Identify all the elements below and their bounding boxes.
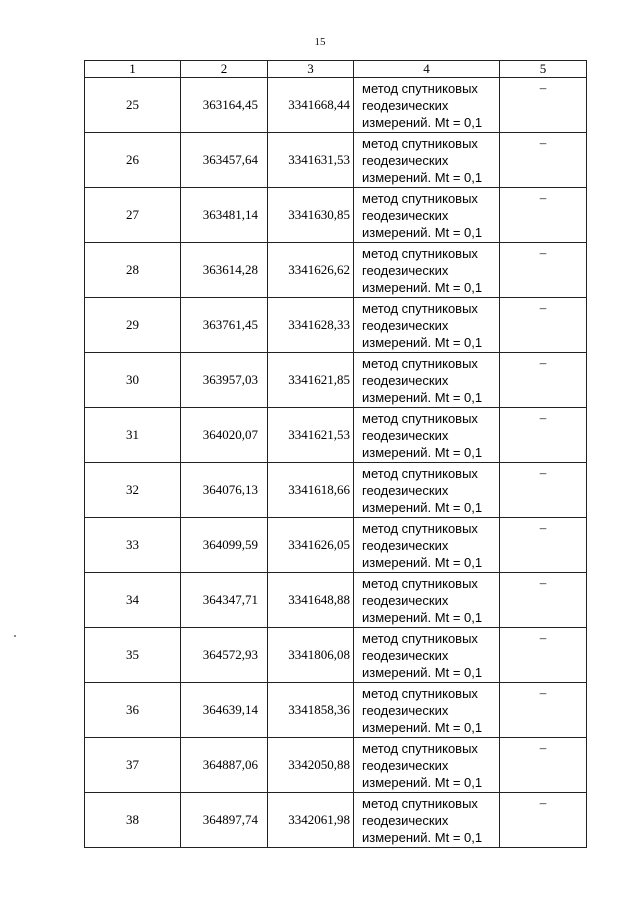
method-line: метод спутниковых [362,245,478,261]
method-line: геодезических [362,152,449,168]
note-cell: – [500,298,587,353]
coordinates-table [84,60,587,848]
x-coordinate-cell: 364572,93 [181,628,268,683]
method-line: геодезических [362,812,449,828]
note-cell: – [500,683,587,738]
table-body [85,78,587,848]
table-row [85,408,587,463]
header-col-4: 4 [354,61,500,78]
method-line: метод спутниковых [362,465,478,481]
y-coordinate-cell: 3341621,85 [268,353,354,408]
table-row [85,353,587,408]
method-line: метод спутниковых [362,630,478,646]
method-cell [354,793,500,848]
note-cell: – [500,518,587,573]
method-cell [354,188,500,243]
method-line: метод спутниковых [362,135,478,151]
method-line: метод спутниковых [362,520,478,536]
header-col-2: 2 [181,61,268,78]
y-coordinate-cell: 3341621,53 [268,408,354,463]
x-coordinate-cell: 363481,14 [181,188,268,243]
method-line: геодезических [362,97,449,113]
method-cell [354,463,500,518]
method-line: геодезических [362,427,449,443]
method-line: измерений. Mt = 0,1 [362,609,483,625]
method-line: метод спутниковых [362,355,478,371]
method-line: метод спутниковых [362,80,478,96]
point-number-cell: 34 [85,573,181,628]
method-line: измерений. Mt = 0,1 [362,334,483,350]
x-coordinate-cell: 364076,13 [181,463,268,518]
point-number-cell: 25 [85,78,181,133]
point-number-cell: 27 [85,188,181,243]
method-line: измерений. Mt = 0,1 [362,664,483,680]
table-row [85,463,587,518]
method-line: метод спутниковых [362,410,478,426]
table-row [85,78,587,133]
method-line: измерений. Mt = 0,1 [362,279,483,295]
note-cell: – [500,243,587,298]
table-row [85,738,587,793]
x-coordinate-cell: 363164,45 [181,78,268,133]
point-number-cell: 28 [85,243,181,298]
point-number-cell: 30 [85,353,181,408]
header-col-1: 1 [85,61,181,78]
y-coordinate-cell: 3341648,88 [268,573,354,628]
method-line: геодезических [362,757,449,773]
method-cell [354,353,500,408]
x-coordinate-cell: 364099,59 [181,518,268,573]
method-cell [354,78,500,133]
table-row [85,793,587,848]
page-number: 15 [314,36,326,48]
header-col-3: 3 [268,61,354,78]
point-number-cell: 31 [85,408,181,463]
table-row [85,133,587,188]
table-row [85,683,587,738]
method-line: измерений. Mt = 0,1 [362,829,483,845]
x-coordinate-cell: 364897,74 [181,793,268,848]
point-number-cell: 26 [85,133,181,188]
method-line: геодезических [362,592,449,608]
method-cell [354,408,500,463]
method-line: измерений. Mt = 0,1 [362,224,483,240]
x-coordinate-cell: 364020,07 [181,408,268,463]
method-line: геодезических [362,372,449,388]
y-coordinate-cell: 3341858,36 [268,683,354,738]
y-coordinate-cell: 3342061,98 [268,793,354,848]
table-row [85,518,587,573]
note-cell: – [500,463,587,518]
point-number-cell: 33 [85,518,181,573]
y-coordinate-cell: 3341626,62 [268,243,354,298]
table-row [85,573,587,628]
method-line: измерений. Mt = 0,1 [362,444,483,460]
point-number-cell: 37 [85,738,181,793]
point-number-cell: 36 [85,683,181,738]
method-line: метод спутниковых [362,190,478,206]
y-coordinate-cell: 3341631,53 [268,133,354,188]
y-coordinate-cell: 3341630,85 [268,188,354,243]
point-number-cell: 32 [85,463,181,518]
method-line: измерений. Mt = 0,1 [362,499,483,515]
x-coordinate-cell: 364639,14 [181,683,268,738]
method-line: геодезических [362,647,449,663]
y-coordinate-cell: 3341668,44 [268,78,354,133]
point-number-cell: 38 [85,793,181,848]
method-cell [354,518,500,573]
y-coordinate-cell: 3341618,66 [268,463,354,518]
note-cell: – [500,353,587,408]
note-cell: – [500,793,587,848]
method-cell [354,738,500,793]
x-coordinate-cell: 364887,06 [181,738,268,793]
header-col-5: 5 [500,61,587,78]
x-coordinate-cell: 363614,28 [181,243,268,298]
note-cell: – [500,408,587,463]
point-number-cell: 35 [85,628,181,683]
y-coordinate-cell: 3341628,33 [268,298,354,353]
method-line: метод спутниковых [362,740,478,756]
method-line: измерений. Mt = 0,1 [362,719,483,735]
method-cell [354,298,500,353]
y-coordinate-cell: 3342050,88 [268,738,354,793]
x-coordinate-cell: 363457,64 [181,133,268,188]
method-line: измерений. Mt = 0,1 [362,554,483,570]
table-header [85,61,587,78]
y-coordinate-cell: 3341806,08 [268,628,354,683]
method-line: геодезических [362,537,449,553]
method-line: геодезических [362,702,449,718]
note-cell: – [500,738,587,793]
note-cell: – [500,133,587,188]
method-line: метод спутниковых [362,795,478,811]
method-line: измерений. Mt = 0,1 [362,389,483,405]
method-cell [354,243,500,298]
method-cell [354,683,500,738]
table-row [85,188,587,243]
method-line: метод спутниковых [362,685,478,701]
method-line: геодезических [362,207,449,223]
method-line: измерений. Mt = 0,1 [362,114,483,130]
table-row [85,243,587,298]
x-coordinate-cell: 363761,45 [181,298,268,353]
method-line: геодезических [362,262,449,278]
method-line: измерений. Mt = 0,1 [362,774,483,790]
margin-mark [14,635,16,637]
note-cell: – [500,628,587,683]
method-line: геодезических [362,482,449,498]
note-cell: – [500,573,587,628]
method-line: измерений. Mt = 0,1 [362,169,483,185]
method-cell [354,133,500,188]
point-number-cell: 29 [85,298,181,353]
note-cell: – [500,188,587,243]
method-line: метод спутниковых [362,575,478,591]
y-coordinate-cell: 3341626,05 [268,518,354,573]
table-row [85,628,587,683]
x-coordinate-cell: 364347,71 [181,573,268,628]
note-cell: – [500,78,587,133]
x-coordinate-cell: 363957,03 [181,353,268,408]
method-line: метод спутниковых [362,300,478,316]
method-cell [354,573,500,628]
method-cell [354,628,500,683]
method-line: геодезических [362,317,449,333]
table-row [85,298,587,353]
header-row [85,61,587,78]
